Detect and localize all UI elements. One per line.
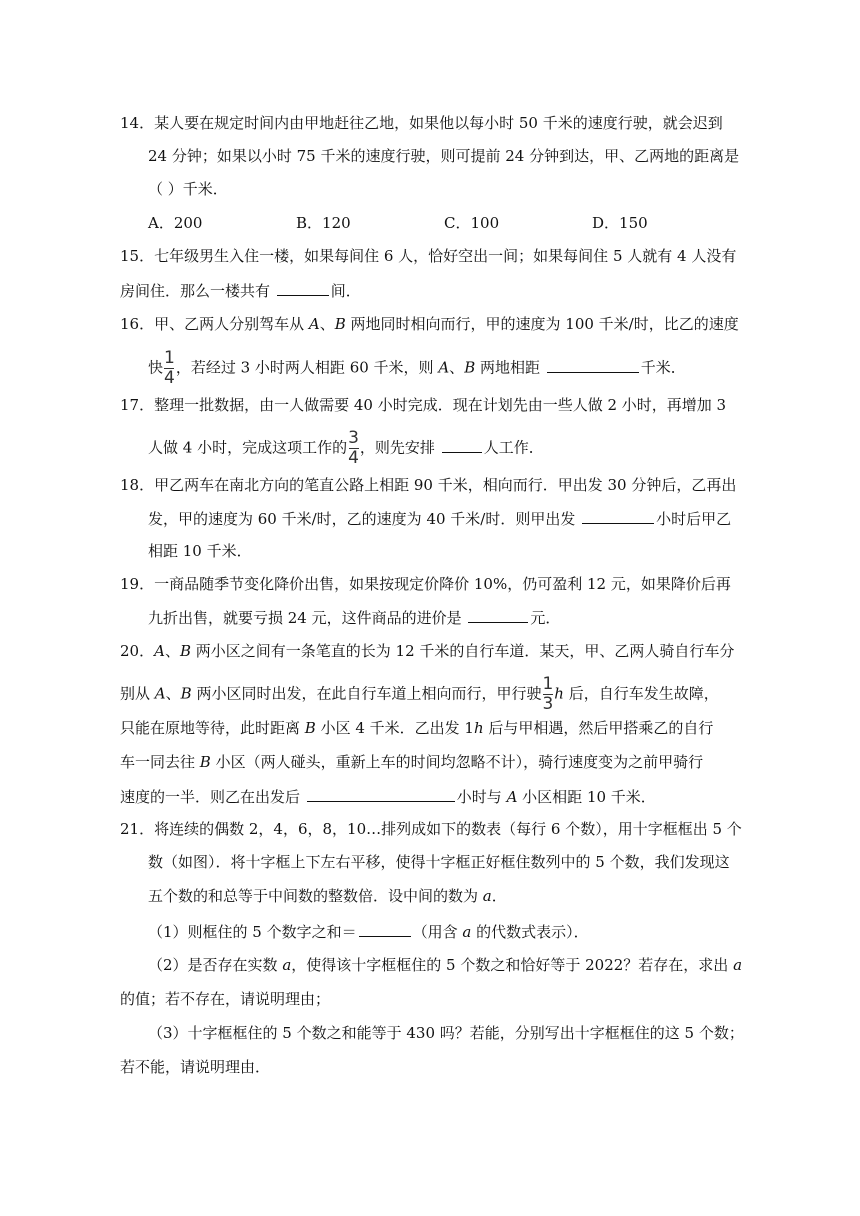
q17-frac-den: 4 xyxy=(348,448,359,468)
q20-var-a2: A xyxy=(154,684,166,703)
q21-p1-var-a: a xyxy=(462,923,472,941)
q16-line-1 xyxy=(120,313,739,335)
q17-frac-num: 3 xyxy=(348,428,359,448)
q21-p1-text-c: 的代数式表示）． xyxy=(471,923,589,941)
q20-fraction xyxy=(542,676,553,713)
q16-var-b: B xyxy=(334,315,346,333)
q16-sep2: 、 xyxy=(449,358,465,377)
q21-p2-var-a: a xyxy=(282,956,292,974)
q17-answer-blank[interactable] xyxy=(442,436,482,453)
q17-fraction xyxy=(348,430,359,467)
q16-frac-den: 4 xyxy=(164,368,175,388)
q21-text-a: 五个数的和总等于中间数的整数倍．设中间的数为 xyxy=(148,887,483,905)
q21-part-3-cont: 若不能，请说明理由． xyxy=(120,1058,271,1076)
q16-fraction xyxy=(164,350,175,387)
q15-line-2 xyxy=(120,279,361,301)
q17-text-a: 人做 4 小时，完成这项工作的 xyxy=(148,438,348,457)
q20-var-b2: B xyxy=(180,684,192,703)
q18-text-b: 小时后甲乙 xyxy=(656,510,732,528)
q19-text-a: 九折出售，就要亏损 24 元，这件商品的进价是 xyxy=(148,609,467,627)
q16-text-e: 两地相距 xyxy=(475,358,545,377)
q20-text-i: 小区（两人碰头，重新上车的时间均忽略不计），骑行速度变为之前甲骑行 xyxy=(210,753,704,771)
q14-option-b: B．120 xyxy=(296,214,351,232)
q20-text-h: 车一同去往 xyxy=(120,753,200,771)
q20-unit-h: h xyxy=(554,684,564,703)
q20-frac-den: 3 xyxy=(542,694,554,714)
q18-line-1: 18．甲乙两车在南北方向的笔直公路上相距 90 千米，相向而行．甲出发 30 分钟后，乙再出 xyxy=(120,476,737,494)
q15-text-a: 房间住．那么一楼共有 xyxy=(120,282,275,300)
q20-unit-h2: h xyxy=(473,719,484,737)
q20-text-d: 后，自行车发生故障， xyxy=(563,684,719,703)
q21-p1-text-a: （1）则框住的 5 个数字之和＝ xyxy=(148,923,357,941)
q16-text-f: 千米． xyxy=(640,358,686,377)
q20-line-5 xyxy=(120,785,656,807)
q20-text-c: 两小区同时出发，在此自行车道上相向而行，甲行驶 xyxy=(191,684,542,703)
q20-text-l: 小区相距 10 千米． xyxy=(517,788,656,806)
q20-answer-blank[interactable] xyxy=(307,785,455,802)
q21-p1-text-b: （用含 xyxy=(412,923,463,941)
q16-line-2 xyxy=(148,348,686,388)
q21-var-a: a xyxy=(482,887,492,905)
q20-frac-num: 1 xyxy=(542,674,554,694)
q20-text-g: 后与甲相遇，然后甲搭乘乙的自行 xyxy=(483,719,714,737)
q19-answer-blank[interactable] xyxy=(468,606,528,623)
q21-p2-text-b: ，使得该十字框框住的 5 个数之和恰好等于 2022？若存在，求出 xyxy=(291,956,734,974)
q20-text-j: 速度的一半．则乙在出发后 xyxy=(120,788,305,806)
q16-text-d: ，若经过 3 小时两人相距 60 千米，则 xyxy=(175,358,439,377)
q21-text-b: ． xyxy=(491,887,507,905)
q16-var-a: A xyxy=(308,315,320,333)
q15-answer-blank[interactable] xyxy=(277,279,329,296)
q20-var-b: B xyxy=(179,642,191,660)
q17-line-2 xyxy=(148,428,544,468)
q18-line-3: 相距 10 千米． xyxy=(148,542,252,560)
q21-part-2-cont: 的值；若不存在，请说明理由； xyxy=(120,990,331,1008)
q21-line-1: 21．将连续的偶数 2，4，6，8，10…排列成如下的数表（每行 6 个数），用十字框框出 5 个 xyxy=(120,820,742,838)
q14-line-1: 14．某人要在规定时间内由甲地赶往乙地，如果他以每小时 50 千米的速度行驶，就会迟到 xyxy=(120,114,723,132)
q21-part-2 xyxy=(148,954,742,976)
q21-part-3: （3）十字框框住的 5 个数之和能等于 430 吗？若能，分别写出十字框框住的这 5 个数； xyxy=(148,1024,744,1042)
q16-text-b: 两地同时相向而行，甲的速度为 100 千米/时，比乙的速度 xyxy=(345,315,739,333)
q15-text-b: 间． xyxy=(330,282,361,300)
q20-var-a3: A xyxy=(506,788,518,806)
q16-var-b2: B xyxy=(464,358,476,377)
q17-text-c: 人工作． xyxy=(483,438,544,457)
q14-option-c: C．100 xyxy=(444,214,500,232)
q21-p2-text-a: （2）是否存在实数 xyxy=(148,956,283,974)
q18-line-2 xyxy=(148,507,731,529)
q20-var-a: A xyxy=(154,642,165,660)
q18-answer-blank[interactable] xyxy=(582,507,654,524)
q14-line-3: （ ）千米． xyxy=(148,180,228,198)
q20-line-2 xyxy=(120,674,719,714)
q18-text-a: 发，甲的速度为 60 千米/时，乙的速度为 40 千米/时．则甲出发 xyxy=(148,510,581,528)
q20-text-e: 只能在原地等待，此时距离 xyxy=(120,719,305,737)
q16-answer-blank[interactable] xyxy=(547,356,639,373)
q16-text-a: 16．甲、乙两人分别驾车从 xyxy=(120,315,309,333)
q20-number: 20． xyxy=(120,642,155,660)
q19-line-1: 19．一商品随季节变化降价出售，如果按现定价降价 10%，仍可盈利 12 元，如果降价后再 xyxy=(120,575,731,593)
q14-line-2: 24 分钟；如果以小时 75 千米的速度行驶，则可提前 24 分钟到达，甲、乙两地的距离是 xyxy=(148,147,740,165)
q20-text-a: 两小区之间有一条笔直的长为 12 千米的自行车道．某天，甲、乙两人骑自行车分 xyxy=(190,642,735,660)
q20-var-b3: B xyxy=(304,719,316,737)
q17-line-1: 17．整理一批数据，由一人做需要 40 小时完成．现在计划先由一些人做 2 小时，再增加 3 xyxy=(120,396,727,414)
q20-text-f: 小区 4 千米．乙出发 1 xyxy=(315,719,474,737)
q16-text-c: 快 xyxy=(148,358,164,377)
q20-text-b: 别从 xyxy=(120,684,155,703)
q14-options xyxy=(148,212,708,234)
q14-option-d: D．150 xyxy=(592,214,648,232)
q20-text-k: 小时与 xyxy=(456,788,507,806)
q17-text-b: ，则先安排 xyxy=(359,438,440,457)
q20-sep2: 、 xyxy=(165,684,181,703)
q19-line-2 xyxy=(148,606,560,628)
q21-p1-answer-blank[interactable] xyxy=(359,920,411,937)
q21-part-1 xyxy=(148,920,589,942)
q16-frac-num: 1 xyxy=(164,348,175,368)
q21-line-2: 数（如图）．将十字框上下左右平移，使得十字框正好框住数列中的 5 个数，我们发现这 xyxy=(148,853,730,871)
q16-var-a2: A xyxy=(438,358,450,377)
q21-line-3 xyxy=(148,885,507,907)
q20-sep: 、 xyxy=(164,642,180,660)
q20-line-4 xyxy=(120,751,703,773)
q14-option-a: A．200 xyxy=(148,214,203,232)
q19-text-b: 元． xyxy=(530,609,561,627)
q15-line-1: 15．七年级男生入住一楼，如果每间住 6 人，恰好空出一间；如果每间住 5 人就有 4 人没有 xyxy=(120,247,737,265)
q16-sep: 、 xyxy=(319,315,335,333)
q20-line-1 xyxy=(120,640,734,662)
q20-line-3 xyxy=(120,717,713,739)
q20-var-b4: B xyxy=(199,753,211,771)
q21-p2-var-a2: a xyxy=(733,956,743,974)
